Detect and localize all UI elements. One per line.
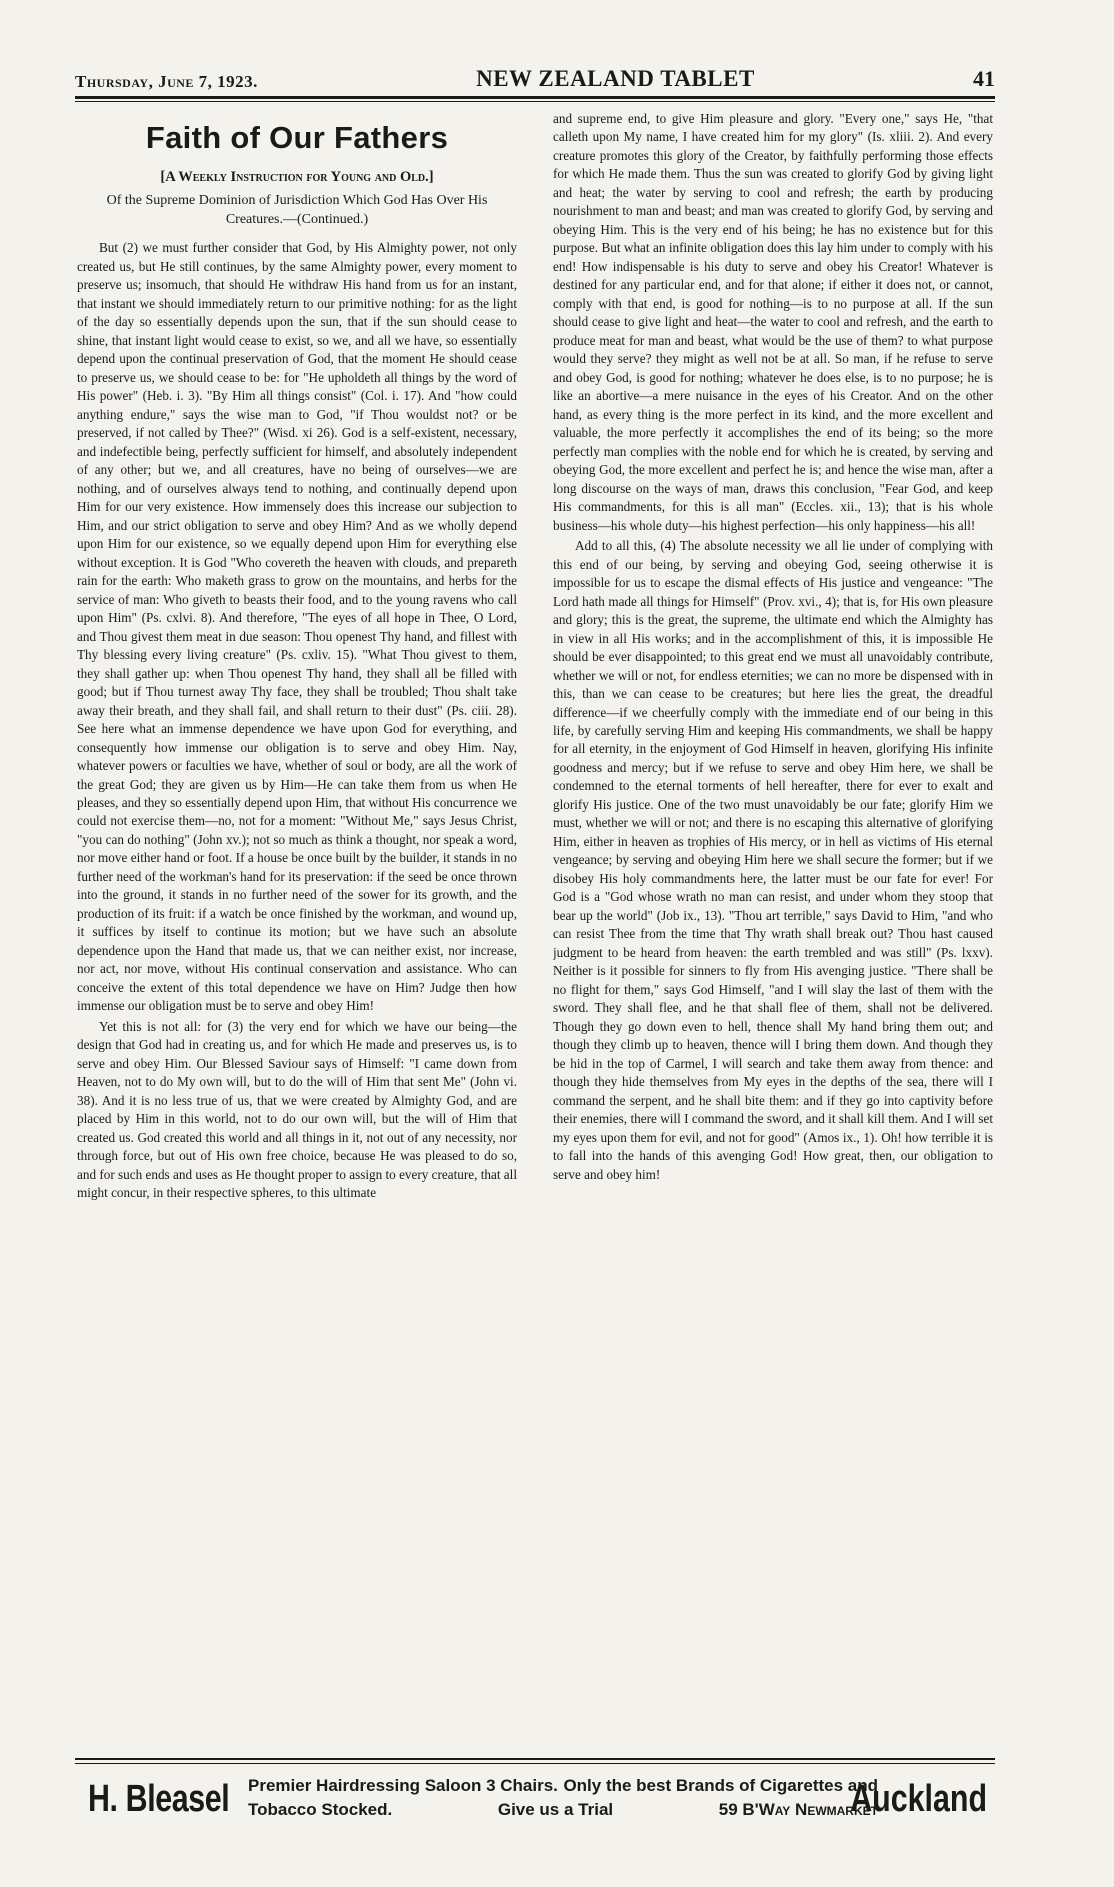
article-series: [A Weekly Instruction for Young and Old.]	[160, 169, 434, 186]
header-rule	[75, 96, 995, 99]
header-rule-thin	[75, 101, 995, 102]
article-subtitle: Of the Supreme Dominion of Jurisdiction Which God Has Over His Creatures.—(Continued.)	[106, 192, 488, 227]
paragraph: and supreme end, to give Him pleasure and glory. "Every one," says He, "that calleth upon My name, I have created him for my glory" (Is. xliii. 2). And every creature promotes this glory of the Creator, by faithfully performing those effects for which He made them. Thus the sun was created to glorify God by giving light and heat; the water by serving to cool and refresh; the earth by producing nourishment to man and beast; and man was created to glorify God, by serving and obeying Him. This is the very end of his being; he has no existence but for this purpose. But what an infinite obligation does this lay him under to comply with his end! How indispensable is his duty to serve and obey his Creator! Whatever is destined for any particular end, and for that alone; if either it does not, or cannot, comply with that end, is good for nothing—is to no purpose at all. If the sun should cease to give light and heat—the water to cool and refresh, and the earth to produce meat for man and beast, what would be the use of them? to what purpose would they serve? they might as well not be at all. So man, if he refuse to serve and obey God, is good for nothing; whatever he does else, is to no purpose; he is like an abortive—a mere nuisance in the eyes of his Creator. And on the other hand, as every thing is the more perfect in its kind, and the more excellent and valuable, the more perfectly it accomplishes the end of its being; so the more perfectly man complies with the noble end for which he is created, by serving and obeying God, the more excellent and perfect he is; and hence the wise man, after a long discourse on the ways of man, draws this conclusion, "Fear God, and keep His commandments, for this is all man" (Eccles. xii., 13); that is his whole business—his whole duty—his highest perfection—his only happiness—his all!	[553, 111, 993, 533]
page-number: 41	[973, 66, 995, 91]
publication-title: NEW ZEALAND TABLET	[476, 66, 755, 91]
issue-date: Thursday, June 7, 1923.	[75, 72, 258, 91]
paragraph: Yet this is not all: for (3) the very end for which we have our being—the design that God had in creating us, and for which He made and preserves us, is to serve and obey Him. Our Blessed Saviour says of Himself: "I came down from Heaven, not to do My own will, but to do the will of Him that sent Me" (John vi. 38). And it is no less true of us, that we were created by Almighty God, and are placed by Him in this world, not to do our own will, but the will of Him that created us. God created this world and all things in it, not out of any necessity, nor through force, but out of His own free choice, because He was pleased to do so, and for such ends and uses as He thought proper to assign to every creature, that all might concur, in their respective spheres, to this ultimate	[77, 1018, 517, 1201]
paragraph: Add to all this, (4) The absolute necessity we all lie under of complying with this end of our being, by serving and obeying God, seeing otherwise it is impossible for us to escape the dismal effects of His justice and vengeance: "The Lord hath made all things for Himself" (Prov. xvi., 4); that is, for His own pleasure and glory; this is the great, the supreme, the ultimate end which the Almighty has in view in all His works; and in the accomplishment of this, it is impossible He should be ever disappointed; to this great end we must all unavoidably contribute, whether we will or not, for endless eternities; we can no more be dispensed with in this, than we can cease to be creatures; but here lies the great, the dreadful difference—if we cheerfully comply with the immediate end of our being in this life, by carefully serving Him and keeping His commandments, we shall be happy for all eternity, in the enjoyment of God Himself in heaven, glorifying His infinite goodness and mercy; but if we refuse to serve and obey Him here, we shall be condemned to the eternal torments of hell hereafter, there for ever to exalt and glorify His justice. One of the two must unavoidably be our fate; glorify Him we must, whether we will or not; and there is no escaping this alternative of glorifying Him, either in heaven as trophies of His mercy, or in hell as victims of His eternal vengeance; by serving and obeying Him here we shall secure the former; but if we disobey His holy commandments here, the latter must be our fate for ever! For God is a "God whose wrath no man can resist, and under whom they stoop that bear up the world" (Job ix., 13). "Thou art terrible," says David to Him, "and who can resist Thee from the time that Thy wrath shall break out? Thou hast caused judgment to be heard from heaven: the earth trembled and was still" (Ps. lxxv). Neither is it possible for sinners to fly from His avenging justice. "There shall be no flight for them," says God Himself, "and I will slay the last of them with the sword. They shall flee, and he that shall flee of them, shall not be delivered. Though they go down even to hell, thence shall My hand bring them out; and though they climb up to heaven, thence will I bring them down. And though they be hid in the top of Carmel, I will search and take them away from thence: and though they hide themselves from My eyes in the depths of the sea, there will I command the serpent, and he shall bite them: and if they go into captivity before their enemies, there will I command the sword, and it shall kill them. And I will set my eyes upon them for evil, and not for good" (Amos ix., 1). Oh! how terrible it is to fall into the hands of this avenging God! How great, then, our obligation to serve and obey him!	[553, 538, 993, 1182]
ad-business-name: H. Bleasel	[88, 1778, 230, 1820]
paragraph: But (2) we must further consider that God, by His Almighty power, not only created us, but He still continues, by the same Almighty power, every moment to preserve us; insomuch, that should He withdraw His hand from us for an instant, that instant we should immediately return to our primitive nothing: for as the light of the day so essentially depends upon the sun, that if the sun should cease to shine, that instant light would cease to exist, so we, and all we have, so essentially depend upon the continual preservation of God, that the moment He should cease to preserve us, we should cease to be: for "He upholdeth all things by the word of His power" (Heb. i. 3). "By Him all things consist" (Col. i. 17). And "how could anything endure," says the wise man to God, "if Thou wouldst not? or be preserved, if not called by Thee?" (Wisd. xi 26). God is a self-existent, necessary, and indefectible being, perfectly sufficient for himself, and absolutely independent of any other; but we, and all creatures, have no being of ourselves—we are nothing, and of ourselves always tend to nothing, and continually depend upon Him for our very existence. How immensely does this increase our subjection to Him, and our strict obligation to serve and obey Him? And as we wholly depend upon Him for our existence, so we equally depend upon Him for everything else without exception. It is God "Who covereth the heaven with clouds, and prepareth rain for the earth: Who maketh grass to grow on the mountains, and herbs for the service of man: Who giveth to beasts their food, and to the young ravens who call upon Him" (Ps. cxlvi. 8). And therefore, "The eyes of all hope in Thee, O Lord, and Thou givest them meat in due season: Thou openest Thy hand, and fillest with Thy blessing every living creature" (Ps. cxliv. 15). "What Thou givest to them, they shall gather up: when Thou openest Thy hand, they shall all be filled with good; but if Thou turnest away Thy face, they shall be troubled; Thou shalt take away their breath, and they shall fail, and shall return to their dust" (Ps. ciii. 28). See here what an immense dependence we have upon God for everything, and consequently how immense our obligation is to serve and obey Him. Nay, whatever powers or faculties we have, whether of soul or body, are all the work of the great God; they are given us by Him—He can take them from us when He pleases, and they so essentially depend upon Him, that without His concurrence we could not exercise them—no, not for a moment: "Without Me," says Jesus Christ, "you can do nothing" (John xv.); not so much as think a thought, nor speak a word, nor move either hand or foot. If a house be once built by the builder, it stands in no further need of the workman's hand for its preservation: if the seed be once thrown into the ground, it stands in no further need of the sower for its growth, and the production of its fruit: if a watch be once finished by the workman, and wound up, it suffices by itself to continue its motion; but we have such an absolute dependence upon the Hand that made us, that we can neither exist, nor increase, nor act, nor move, without His continual conservation and assistance. Who can conceive the extent of this total dependence we have on Him? Judge then how immense our obligation must be to serve and obey Him!	[77, 240, 517, 1014]
ad-line-2	[248, 1800, 878, 1820]
ad-line-1	[248, 1776, 878, 1796]
ad-rule	[75, 1758, 995, 1760]
advertisement	[80, 1770, 995, 1850]
article-title: Faith of Our Fathers	[145, 120, 449, 155]
ad-rule-thin	[75, 1763, 995, 1764]
ad-text: Tobacco Stocked.	[248, 1800, 393, 1819]
ad-text: Give us a Trial	[497, 1800, 614, 1819]
article-column-left	[77, 110, 517, 1750]
page-header	[75, 58, 995, 92]
ad-city: Auckland	[850, 1778, 987, 1820]
article-column-right	[553, 110, 993, 1750]
ad-address: 59 B'Way Newmarket	[718, 1800, 878, 1819]
ad-text: Premier Hairdressing Saloon 3 Chairs.	[248, 1776, 558, 1795]
ad-text: Only the best Brands of Cigarettes and	[563, 1776, 878, 1795]
